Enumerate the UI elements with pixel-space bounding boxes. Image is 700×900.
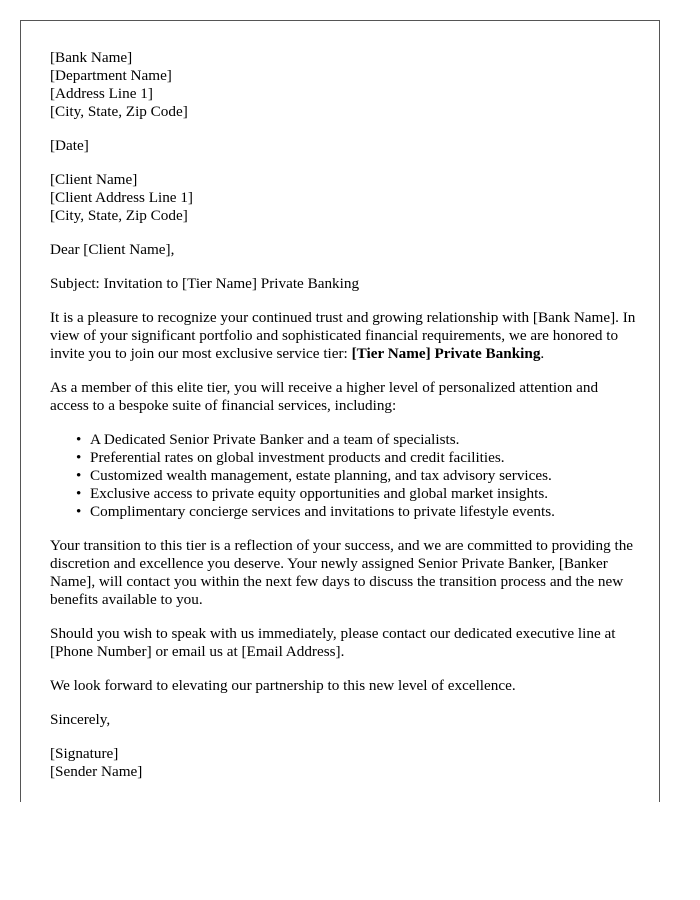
benefit-text: Customized wealth management, estate planning, and tax advisory services. [90,467,552,484]
benefit-text: A Dedicated Senior Private Banker and a team of specialists. [90,431,460,448]
transition-paragraph: Your transition to this tier is a reflection of your success, and we are committed to providing the discretion and excellence you deserve. Your newly assigned Senior Private Banker, [Banker Name], will contact you within the next few days to discuss the transition process and the new benefits available to you. [50,537,634,608]
benefit-text: Complimentary concierge services and invitations to private lifestyle events. [90,503,555,520]
sender-name: [Sender Name] [50,763,143,780]
sender-address-line-1: [Address Line 1] [50,85,153,102]
bullet-icon: • [76,431,82,448]
signature-block [50,745,640,781]
benefit-text: Preferential rates on global investment products and credit facilities. [90,449,505,466]
list-item [76,485,640,503]
intro-end: . [540,345,545,362]
signature: [Signature] [50,745,119,762]
benefits-list [50,431,640,521]
intro-text: It is a pleasure to recognize your continued trust and growing relationship with [Bank Name]. In view of your significant portfolio and sophisticated financial requirements, we are honored to invite you to join our most exclusive service tier: [50,309,636,362]
letter-date: [Date] [50,137,89,154]
bullet-icon: • [76,467,82,484]
letter-page [20,20,660,802]
sign-off: Sincerely, [50,711,111,728]
membership-paragraph: As a member of this elite tier, you will receive a higher level of personalized attention and access to a bespoke suite of financial services, including: [50,379,599,414]
subject-line: Subject: Invitation to [Tier Name] Private Banking [50,275,360,292]
client-address-line-1: [Client Address Line 1] [50,189,193,206]
bullet-icon: • [76,485,82,502]
sender-address-block [50,49,640,121]
client-name: [Client Name] [50,171,138,188]
sender-city-state-zip: [City, State, Zip Code] [50,103,188,120]
list-item [76,449,640,467]
tier-name-emphasis: [Tier Name] Private Banking [351,345,541,362]
bank-name: [Bank Name] [50,49,133,66]
recipient-address-block [50,171,640,225]
closing-paragraph: We look forward to elevating our partnership to this new level of excellence. [50,677,516,694]
list-item [76,467,640,485]
list-item [76,503,640,521]
client-city-state-zip: [City, State, Zip Code] [50,207,188,224]
benefit-text: Exclusive access to private equity opportunities and global market insights. [90,485,549,502]
salutation: Dear [Client Name], [50,241,175,258]
contact-paragraph: Should you wish to speak with us immediately, please contact our dedicated executive line at [Phone Number] or email us at [Email Address]. [50,625,616,660]
bullet-icon: • [76,503,82,520]
intro-paragraph [50,309,640,363]
letter-body [50,49,640,781]
bullet-icon: • [76,449,82,466]
date-block [50,137,640,155]
list-item [76,431,640,449]
department-name: [Department Name] [50,67,172,84]
